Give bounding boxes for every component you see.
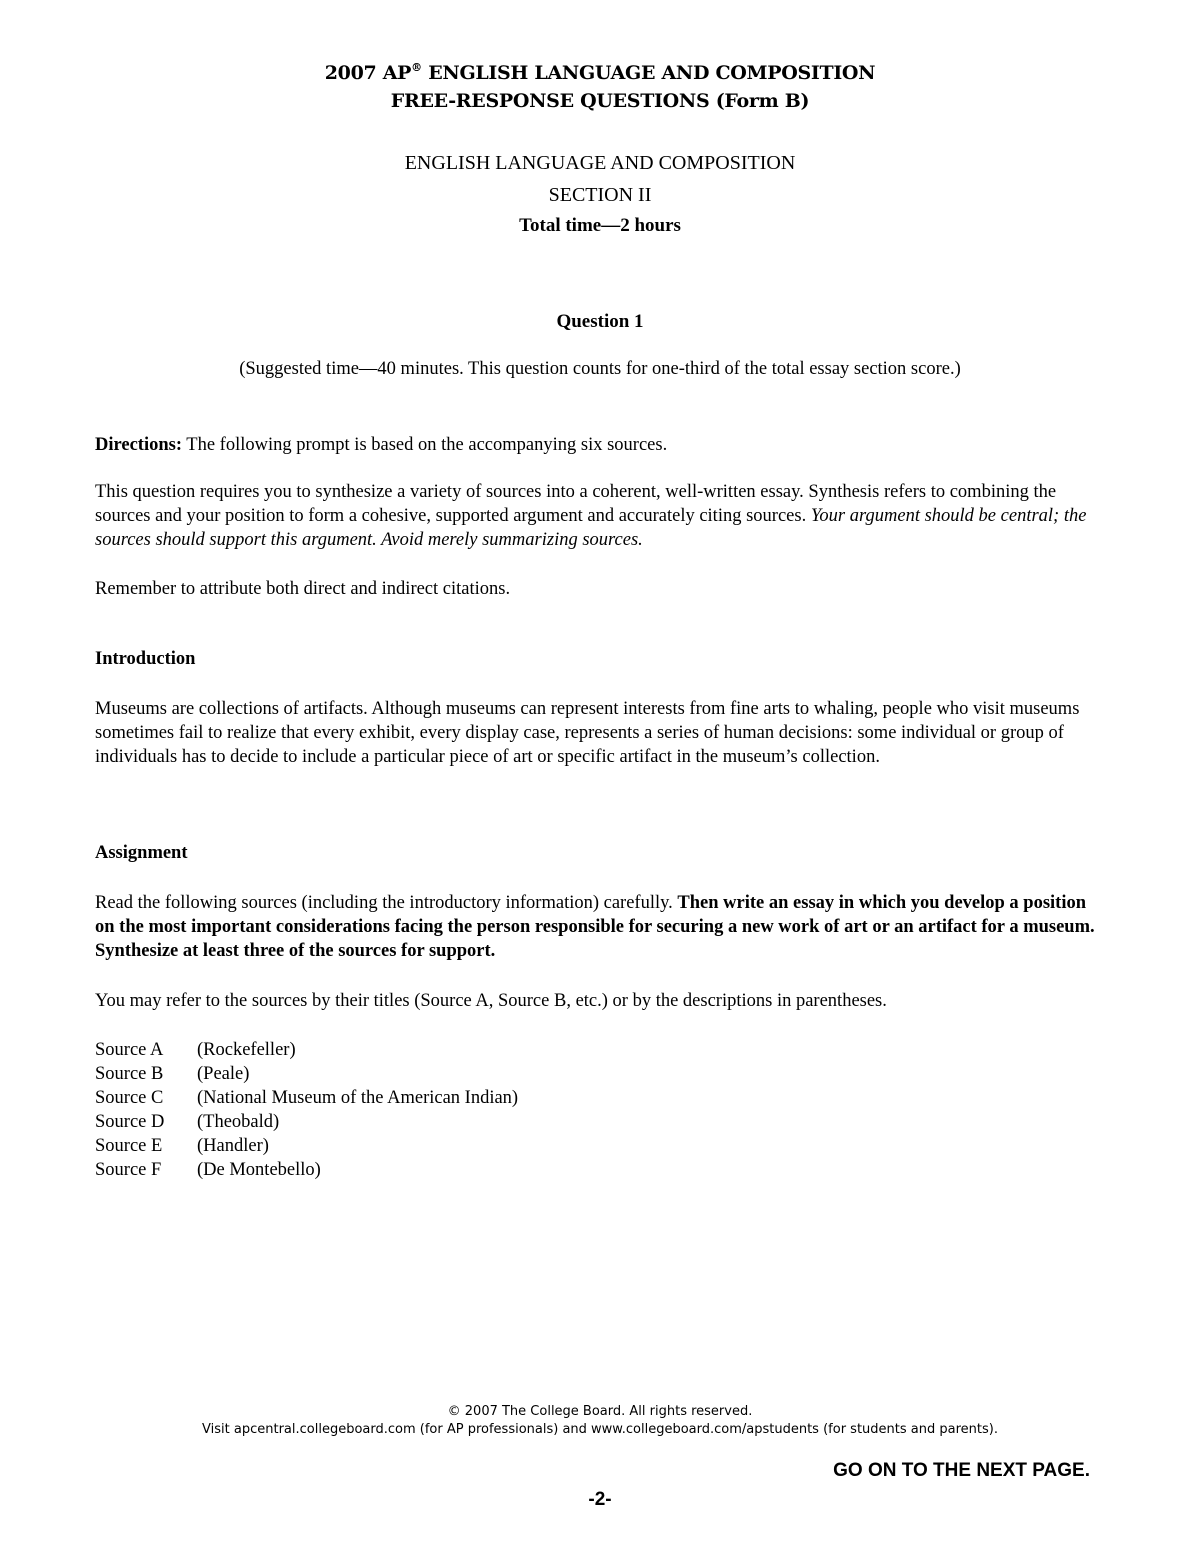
list-item (95, 1134, 518, 1158)
exam-subtitle: FREE-RESPONSE QUESTIONS (Form B) (390, 90, 810, 112)
source-description: (De Montebello) (197, 1160, 321, 1180)
source-description: (National Museum of the American Indian) (197, 1088, 519, 1108)
source-label: Source B (95, 1064, 164, 1084)
introduction-heading: Introduction (95, 649, 196, 669)
assignment-text: Read the following sources (including the introductory information) carefully. (95, 893, 678, 913)
source-description: (Handler) (197, 1136, 269, 1156)
refer-paragraph: You may refer to the sources by their titles (Source A, Source B, etc.) or by the descriptions in parentheses. (95, 991, 887, 1011)
exam-title-rest: ENGLISH LANGUAGE AND COMPOSITION (421, 62, 876, 84)
source-description: (Rockefeller) (197, 1040, 296, 1060)
synthesis-italic: Your argument should be central; the sources should support this argument. Avoid merely summarizing sources. (95, 506, 1087, 550)
source-list (95, 1038, 518, 1182)
directions-text: The following prompt is based on the accompanying six sources. (182, 435, 668, 455)
source-label: Source A (95, 1040, 164, 1060)
list-item (95, 1158, 518, 1182)
source-label: Source E (95, 1136, 163, 1156)
section-name: ENGLISH LANGUAGE AND COMPOSITION (404, 152, 796, 174)
copyright-notice: © 2007 The College Board. All rights reserved. (447, 1404, 753, 1419)
directions-label: Directions: (95, 435, 182, 455)
list-item (95, 1086, 518, 1110)
page-number: -2- (588, 1489, 612, 1510)
directions-paragraph (95, 433, 1110, 457)
exam-title-prefix: 2007 AP (324, 62, 412, 84)
remember-paragraph: Remember to attribute both direct and indirect citations. (95, 579, 511, 599)
suggested-time: (Suggested time—40 minutes. This question counts for one-third of the total essay section score.) (239, 359, 961, 379)
synthesis-text: This question requires you to synthesize a variety of sources into a coherent, well-written essay. Synthesis refers to combining the sources and your position to form a cohesive, supported argument and accurately citing sources. (95, 482, 1057, 526)
list-item (95, 1110, 518, 1134)
assignment-heading: Assignment (95, 843, 188, 863)
go-on-notice: GO ON TO THE NEXT PAGE. (833, 1460, 1090, 1481)
exam-title (0, 62, 1200, 84)
source-description: (Peale) (197, 1064, 250, 1084)
introduction-paragraph: Museums are collections of artifacts. Although museums can represent interests from fine arts to whaling, people who visit museums sometimes fail to realize that every exhibit, every display case, represents a series of human decisions: some individual or group of individuals has to decide to include a particular piece of art or specific artifact in the museum’s collection. (95, 699, 1080, 767)
list-item (95, 1062, 518, 1086)
assignment-prompt: Then write an essay in which you develop a position on the most important considerations facing the person responsible for securing a new work of art or an artifact for a museum. Synthesize at least three of the sources for support. (95, 893, 1095, 961)
section-number: SECTION II (548, 184, 652, 206)
source-label: Source D (95, 1112, 165, 1132)
source-label: Source C (95, 1088, 164, 1108)
assignment-paragraph (95, 891, 1110, 963)
question-title: Question 1 (556, 311, 644, 332)
source-label: Source F (95, 1160, 162, 1180)
visit-notice: Visit apcentral.collegeboard.com (for AP professionals) and www.collegeboard.com/apstudents (for students and parents). (202, 1422, 998, 1437)
synthesis-paragraph (95, 480, 1110, 552)
total-time: Total time—2 hours (519, 215, 681, 236)
source-description: (Theobald) (197, 1112, 280, 1132)
registered-mark: ® (411, 61, 422, 74)
list-item (95, 1038, 518, 1062)
